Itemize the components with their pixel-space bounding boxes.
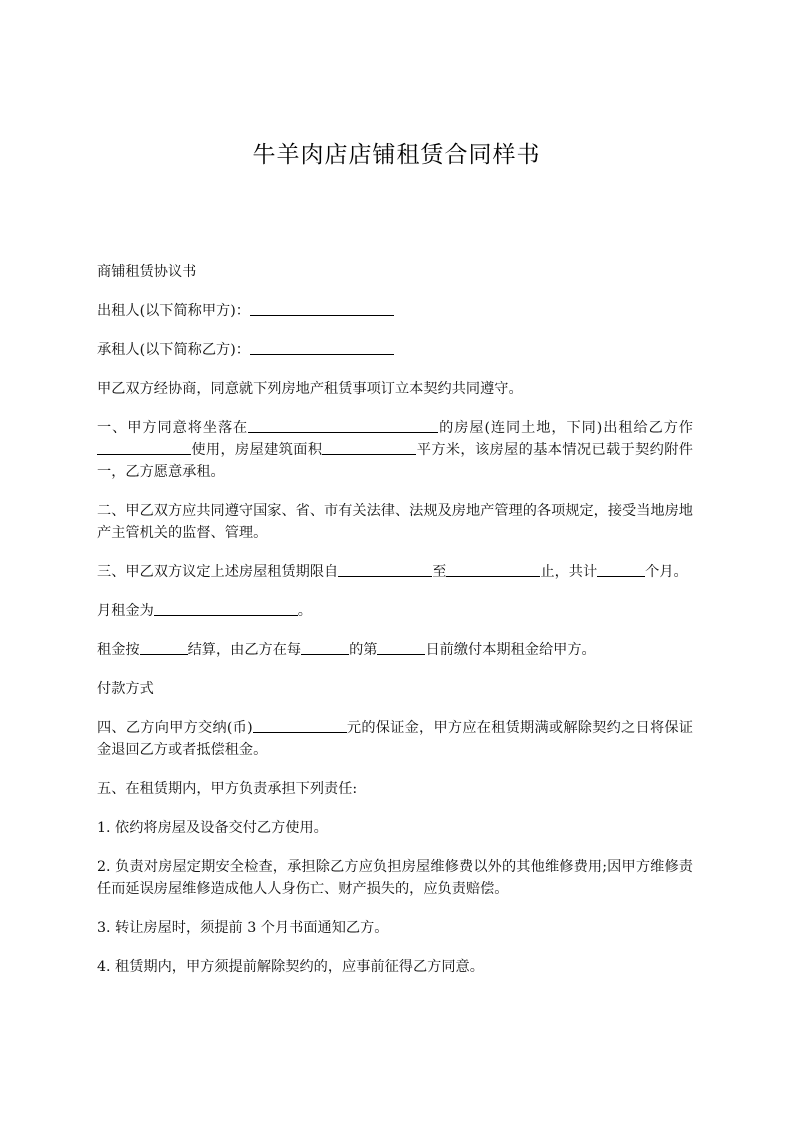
list-item-3: 3. 转让房屋时，须提前 3 个月书面通知乙方。 [97, 920, 389, 936]
start-date-blank [338, 562, 432, 577]
clause-1-text-c: 使用，房屋建筑面积 [191, 442, 323, 458]
months-blank [597, 562, 645, 577]
clause-4-text-a: 四、乙方向甲方交纳(币) [97, 720, 253, 736]
clause-1-text-b: 的房屋(连同土地，下同)出租给乙方作 [438, 420, 693, 436]
list-item-2: 2. 负责对房屋定期安全检查，承担除乙方应负担房屋维修费以外的其他维修费用;因甲方维修责任而延误房屋维修造成他人人身伤亡、财产损失的，应负责赔偿。 [97, 859, 693, 897]
lessor-line [97, 300, 693, 322]
document-body [97, 261, 693, 995]
rent-line [97, 600, 693, 622]
clause-3-text-b: 至 [432, 564, 447, 580]
payment-line [97, 639, 693, 661]
payment-method: 付款方式 [97, 681, 154, 697]
end-date-blank [446, 562, 540, 577]
payment-text-d: 日前缴付本期租金给甲方。 [425, 642, 596, 658]
clause-3-text-a: 三、甲乙双方议定上述房屋租赁期限自 [97, 564, 339, 580]
payment-text-b: 结算，由乙方在每 [187, 642, 302, 658]
payment-text-c: 的第 [349, 642, 378, 658]
clause-2: 二、甲乙双方应共同遵守国家、省、市有关法律、法规及房地产管理的各项规定，接受当地房地产主管机关的监督、管理。 [97, 503, 693, 541]
day-blank [377, 640, 425, 655]
usage-blank [97, 440, 191, 455]
rent-label: 月租金为 [97, 603, 154, 619]
period-blank [301, 640, 349, 655]
location-blank [248, 418, 438, 433]
settlement-blank [140, 640, 188, 655]
lessor-label: 出租人(以下简称甲方)： [97, 303, 250, 319]
payment-text-a: 租金按 [97, 642, 140, 658]
intro-paragraph: 甲乙双方经协商，同意就下列房地产租赁事项订立本契约共同遵守。 [97, 381, 523, 397]
clause-5: 五、在租赁期内，甲方负责承担下列责任: [97, 781, 358, 797]
clause-1-text-d: 平方米，该房屋的基本情况已载于契约附件一，乙方愿意承租。 [97, 442, 693, 480]
lessee-label: 承租人(以下简称乙方)： [97, 342, 250, 358]
rent-blank [154, 601, 298, 616]
list-item-1: 1. 依约将房屋及设备交付乙方使用。 [97, 820, 328, 836]
clause-1 [97, 417, 693, 483]
lessee-line [97, 339, 693, 361]
area-blank [322, 440, 416, 455]
clause-3-text-c: 止，共计 [540, 564, 598, 580]
lessor-blank [250, 301, 394, 316]
document-title: 牛羊肉店店铺租赁合同样书 [252, 142, 541, 168]
clause-3 [97, 561, 693, 583]
clause-4 [97, 717, 693, 761]
rent-end: 。 [297, 603, 312, 619]
deposit-blank [253, 718, 347, 733]
subtitle: 商铺租赁协议书 [97, 264, 197, 280]
clause-3-text-d: 个月。 [645, 564, 688, 580]
lessee-blank [250, 340, 394, 355]
clause-4-text-b: 元的保证金，甲方应在租赁期满或解除契约之日将保证金退回乙方或者抵偿租金。 [97, 720, 693, 758]
clause-1-text-a: 一、甲方同意将坐落在 [97, 420, 249, 436]
list-item-4: 4. 租赁期内，甲方须提前解除契约的，应事前征得乙方同意。 [97, 959, 484, 975]
